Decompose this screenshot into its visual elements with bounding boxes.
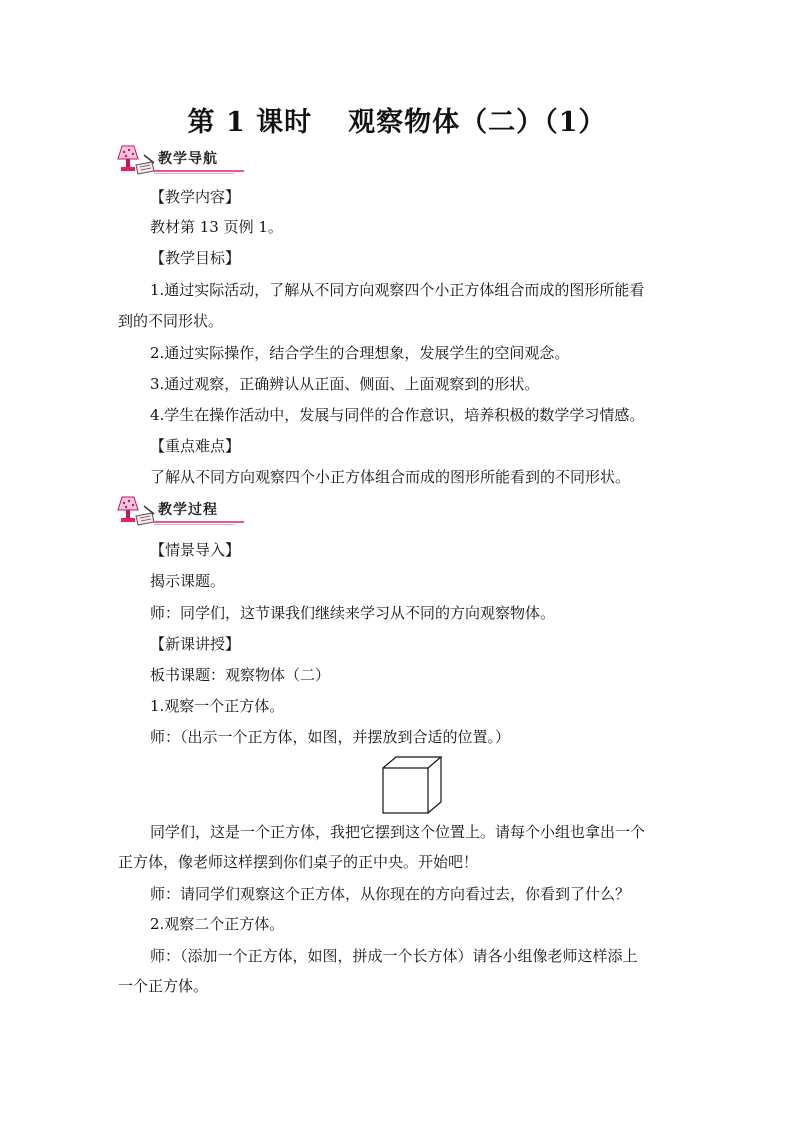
page-title bbox=[0, 100, 794, 139]
lamp-book-icon bbox=[114, 143, 156, 179]
section-banner-process bbox=[114, 494, 244, 534]
text-line: 1.通过实际活动，了解从不同方向观察四个小正方体组合而成的图形所能看 bbox=[150, 281, 645, 299]
lamp-book-icon bbox=[114, 494, 156, 530]
text-line: 3.通过观察，正确辨认从正面、侧面、上面观察到的形状。 bbox=[150, 375, 540, 393]
text-line: 师：（出示一个正方体，如图，并摆放到合适的位置。） bbox=[150, 728, 511, 746]
lesson-topic: 观察物体（二）（1） bbox=[348, 107, 607, 138]
text-line: 了解从不同方向观察四个小正方体组合而成的图形所能看到的不同形状。 bbox=[150, 468, 631, 486]
text-line: 师：请同学们观察这个正方体，从你现在的方向看过去，你看到了什么？ bbox=[150, 885, 631, 903]
text-line: 揭示课题。 bbox=[150, 572, 226, 590]
text-line: 师：（添加一个正方体，如图，拼成一个长方体）请各小组像老师这样添上 bbox=[150, 947, 638, 965]
heading-teaching-content: 【教学内容】 bbox=[150, 188, 241, 206]
cube-figure bbox=[381, 755, 443, 815]
heading-scenario-intro: 【情景导入】 bbox=[150, 541, 241, 559]
heading-new-lesson: 【新课讲授】 bbox=[150, 635, 241, 653]
banner-label: 教学过程 bbox=[158, 502, 218, 518]
banner-label: 教学导航 bbox=[158, 151, 218, 167]
text-line: 同学们，这是一个正方体，我把它摆到这个位置上。请每个小组也拿出一个 bbox=[150, 823, 646, 841]
text-line: 正方体，像老师这样摆到你们桌子的正中央。开始吧！ bbox=[118, 853, 479, 871]
text-line: 4.学生在操作活动中，发展与同伴的合作意识，培养积极的数学学习情感。 bbox=[150, 406, 645, 424]
lesson-number: 第 1 课时 bbox=[187, 107, 313, 138]
text-line: 一个正方体。 bbox=[118, 977, 209, 995]
text-line: 2.通过实际操作，结合学生的合理想象，发展学生的空间观念。 bbox=[150, 344, 570, 362]
heading-key-points: 【重点难点】 bbox=[150, 437, 241, 455]
text-line: 教材第 13 页例 1。 bbox=[150, 218, 283, 236]
text-line: 2.观察二个正方体。 bbox=[150, 915, 285, 933]
text-line: 到的不同形状。 bbox=[118, 312, 224, 330]
section-banner-guide bbox=[114, 143, 244, 183]
text-line: 师：同学们，这节课我们继续来学习从不同的方向观察物体。 bbox=[150, 604, 556, 622]
text-line: 板书课题：观察物体（二） bbox=[150, 666, 331, 684]
heading-teaching-goals: 【教学目标】 bbox=[150, 249, 241, 267]
text-line: 1.观察一个正方体。 bbox=[150, 697, 285, 715]
